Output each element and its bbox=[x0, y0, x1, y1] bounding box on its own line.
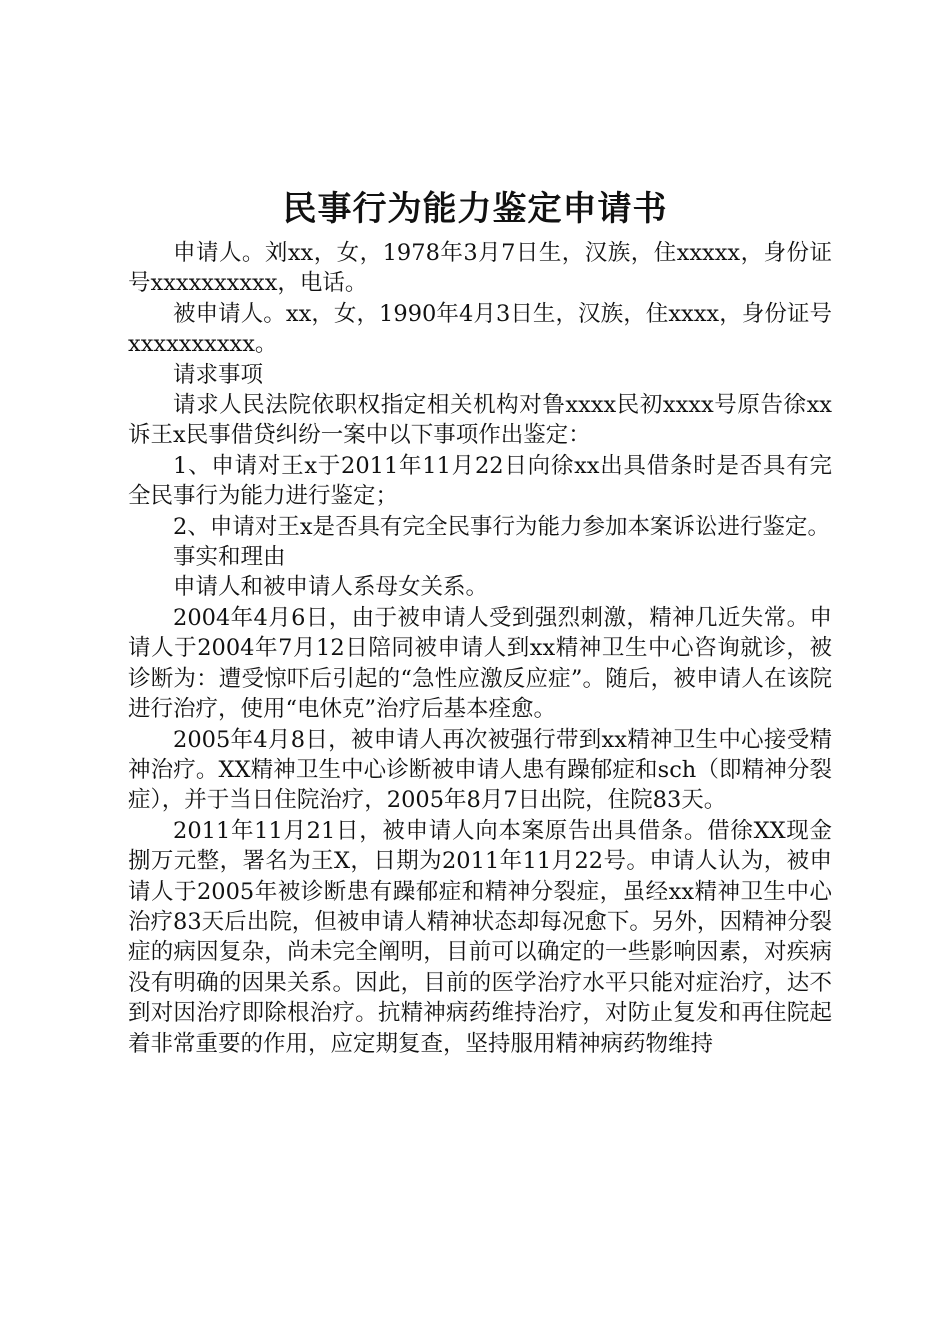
facts-paragraph-2004: 2004年4月6日，由于被申请人受到强烈刺激，精神几近失常。申请人于2004年7月12日陪同被申请人到xx精神卫生中心咨询就诊，被诊断为：遭受惊吓后引起的“急性应激反应症”。随后，被申请人在该院进行治疗，使用“电休克”治疗后基本痊愈。 bbox=[128, 604, 832, 723]
document-body bbox=[128, 238, 832, 1059]
relationship-paragraph: 申请人和被申请人系母女关系。 bbox=[173, 574, 489, 601]
request-item-1: 1、申请对王x于2011年11月22日向徐xx出具借条时是否具有完全民事行为能力进行鉴定； bbox=[128, 452, 832, 510]
applicant-paragraph: 申请人。刘xx，女，1978年3月7日生，汉族，住xxxxx，身份证号xxxxxxxxxx，电话。 bbox=[128, 240, 832, 297]
respondent-paragraph: 被申请人。xx，女，1990年4月3日生，汉族，住xxxx，身份证号xxxxxxxxxx。 bbox=[128, 300, 832, 358]
facts-heading: 事实和理由 bbox=[173, 544, 286, 571]
requests-heading: 请求事项 bbox=[173, 361, 264, 388]
request-item-2: 2、申请对王x是否具有完全民事行为能力参加本案诉讼进行鉴定。 bbox=[173, 513, 831, 540]
facts-paragraph-2011: 2011年11月21日，被申请人向本案原告出具借条。借徐XX现金捌万元整，署名为王X，日期为2011年11月22号。申请人认为，被申请人于2005年被诊断患有躁郁症和精神分裂症，虽经xx精神卫生中心治疗83天后出院，但被申请人精神状态却每况愈下。另外，因精神分裂症的病因复杂，尚未完全阐明，目前可以确定的一些影响因素，对疾病没有明确的因果关系。因此，目前的医学治疗水平只能对症治疗，达不到对因治疗即除根治疗。抗精神病药维持治疗，对防止复发和再住院起着非常重要的作用，应定期复查，坚持服用精神病药物维持 bbox=[128, 817, 832, 1057]
document-title: 民事行为能力鉴定申请书 bbox=[282, 189, 668, 229]
facts-paragraph-2005: 2005年4月8日，被申请人再次被强行带到xx精神卫生中心接受精神治疗。XX精神卫生中心诊断被申请人患有躁郁症和sch（即精神分裂症），并于当日住院治疗，2005年8月7日出院，住院83天。 bbox=[128, 726, 832, 814]
request-intro-paragraph: 请求人民法院依职权指定相关机构对鲁xxxx民初xxxx号原告徐xx诉王x民事借贷纠纷一案中以下事项作出鉴定： bbox=[128, 392, 832, 449]
